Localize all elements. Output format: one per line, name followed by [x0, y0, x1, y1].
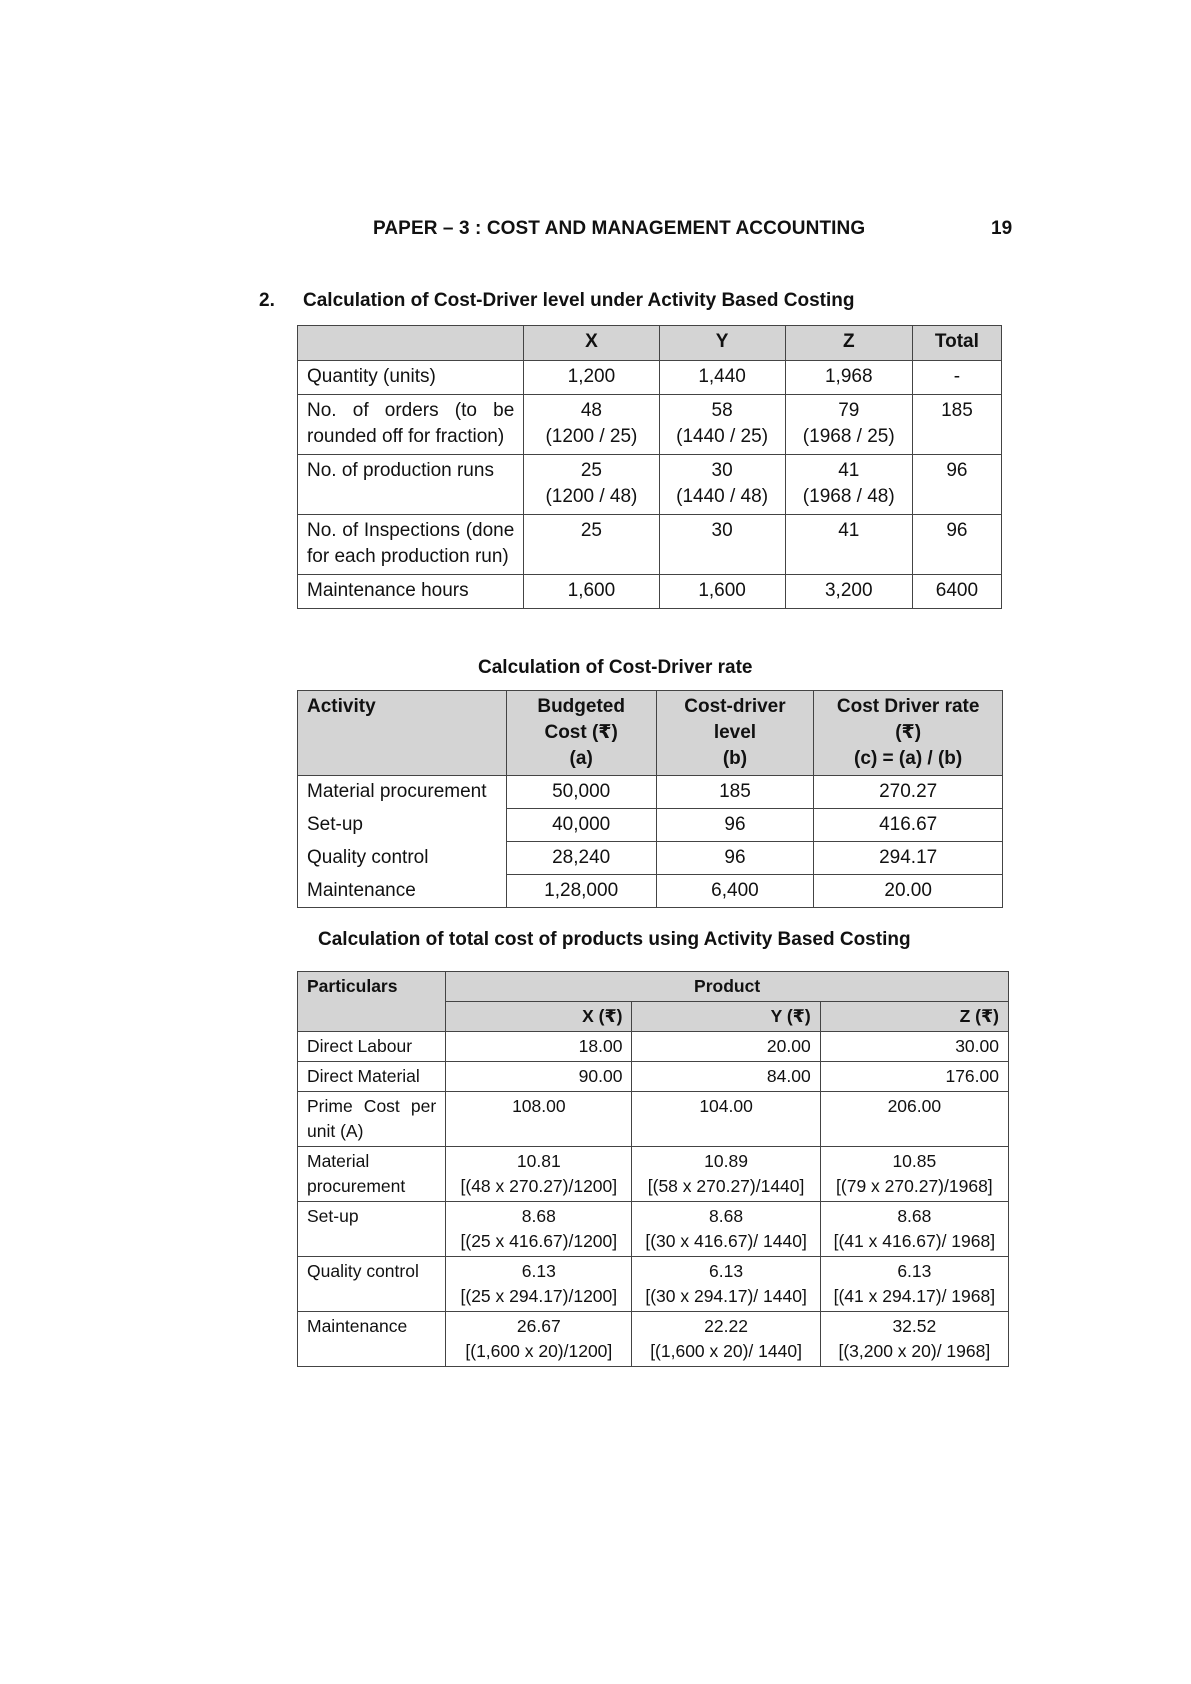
formula: (1440 / 48): [676, 486, 769, 507]
value: 8.68: [897, 1206, 932, 1226]
header-cell: Total: [912, 326, 1001, 361]
total-cost-table: [297, 971, 1009, 1367]
cell-z: 1,968: [785, 361, 912, 395]
value: 10.81: [516, 1151, 561, 1171]
header-cost-driver-rate: [814, 691, 1003, 776]
table-row: [298, 515, 1002, 575]
cost-driver-rate-title: Calculation of Cost-Driver rate: [478, 657, 753, 678]
header-line: Cost (₹): [544, 722, 618, 743]
value: 6.13: [521, 1261, 556, 1281]
header-line: (a): [569, 748, 593, 769]
table-row: [298, 1032, 1009, 1062]
rate-cell: 416.67: [814, 809, 1003, 842]
page-number: 19: [991, 218, 1013, 239]
formula: [(3,200 x 20)/ 1968]: [838, 1341, 991, 1361]
cell-y: [632, 1312, 820, 1367]
activity-cell: Quality control: [298, 842, 507, 875]
value: 25: [580, 460, 602, 481]
cell-z: [820, 1147, 1008, 1202]
value: 6.13: [897, 1261, 932, 1281]
formula: (1968 / 25): [802, 426, 895, 447]
table-row: [298, 809, 1003, 842]
header-product: Product: [446, 972, 1009, 1002]
cell-z: [785, 395, 912, 455]
rate-cell: 294.17: [814, 842, 1003, 875]
cell-z: 206.00: [820, 1092, 1008, 1147]
table-row: [298, 455, 1002, 515]
activity-cell: Maintenance: [298, 875, 507, 908]
value: 26.67: [516, 1316, 561, 1336]
cell-x: [446, 1257, 632, 1312]
formula: (1440 / 25): [676, 426, 769, 447]
header-line: Cost Driver rate: [836, 696, 980, 717]
header-line: Cost-driver: [684, 696, 786, 717]
value: 10.89: [704, 1151, 748, 1171]
cell-y: 1,600: [659, 575, 785, 609]
formula: [(41 x 294.17)/ 1968]: [833, 1286, 996, 1306]
table-row: [298, 1147, 1009, 1202]
table-row: [298, 875, 1003, 908]
formula: (1200 / 48): [545, 486, 638, 507]
header-cell: Y: [659, 326, 785, 361]
row-label: Quantity (units): [298, 361, 524, 395]
value: 8.68: [521, 1206, 556, 1226]
cell-z: 176.00: [820, 1062, 1008, 1092]
header-line: Budgeted: [537, 696, 625, 717]
cell-y: 20.00: [632, 1032, 820, 1062]
row-label: No. of production runs: [298, 455, 524, 515]
level-cell: 96: [656, 809, 814, 842]
value: 8.68: [709, 1206, 744, 1226]
cell-y: [659, 395, 785, 455]
header-line: (₹): [895, 722, 922, 743]
cell-z: [785, 455, 912, 515]
value: 79: [838, 400, 860, 421]
question-title: Calculation of Cost-Driver level under Activity Based Costing: [303, 290, 855, 311]
page-header-title: PAPER – 3 : COST AND MANAGEMENT ACCOUNTING: [373, 218, 866, 239]
cell-y: 104.00: [632, 1092, 820, 1147]
total-cost-title: Calculation of total cost of products using Activity Based Costing: [318, 929, 911, 950]
question-number: 2.: [259, 290, 275, 311]
table-header-row: [298, 972, 1009, 1002]
table-row: [298, 1092, 1009, 1147]
cell-x: 90.00: [446, 1062, 632, 1092]
cell-x: 18.00: [446, 1032, 632, 1062]
cell-z: 3,200: [785, 575, 912, 609]
row-label: Quality control: [298, 1257, 446, 1312]
cell-total: 185: [912, 395, 1001, 455]
cell-total: -: [912, 361, 1001, 395]
value: 41: [838, 460, 860, 481]
header-x: X (₹): [446, 1002, 632, 1032]
cell-x: 1,200: [524, 361, 659, 395]
cost-driver-rate-table: [297, 690, 1003, 908]
formula: [(41 x 416.67)/ 1968]: [833, 1231, 996, 1251]
cell-y: [632, 1147, 820, 1202]
formula: [(25 x 294.17)/1200]: [460, 1286, 618, 1306]
cell-y: [632, 1202, 820, 1257]
row-label: No. of orders (to be rounded off for fraction): [298, 395, 524, 455]
cost-cell: 50,000: [506, 776, 656, 809]
header-line: level: [713, 722, 757, 743]
cell-y: 84.00: [632, 1062, 820, 1092]
header-z: Z (₹): [820, 1002, 1008, 1032]
cost-cell: 1,28,000: [506, 875, 656, 908]
formula: [(25 x 416.67)/1200]: [460, 1231, 618, 1251]
formula: [(1,600 x 20)/ 1440]: [650, 1341, 802, 1361]
table-row: [298, 1312, 1009, 1367]
cost-driver-level-table: [297, 325, 1002, 609]
cell-z: [820, 1202, 1008, 1257]
level-cell: 96: [656, 842, 814, 875]
value: 32.52: [892, 1316, 937, 1336]
formula: [(30 x 294.17)/ 1440]: [645, 1286, 807, 1306]
cell-x: 108.00: [446, 1092, 632, 1147]
cell-total: 6400: [912, 575, 1001, 609]
cell-x: 1,600: [524, 575, 659, 609]
cell-x: [524, 395, 659, 455]
row-label: Direct Labour: [298, 1032, 446, 1062]
header-line: (c) = (a) / (b): [854, 748, 963, 769]
cell-y: 1,440: [659, 361, 785, 395]
cell-y: [659, 455, 785, 515]
cell-z: [820, 1257, 1008, 1312]
table-row: [298, 776, 1003, 809]
value: 58: [711, 400, 733, 421]
table-row: [298, 575, 1002, 609]
activity-cell: Material procurement: [298, 776, 507, 809]
cell-x: [446, 1147, 632, 1202]
table-row: [298, 361, 1002, 395]
table-row: [298, 1062, 1009, 1092]
cell-z: [820, 1312, 1008, 1367]
formula: (1200 / 25): [545, 426, 638, 447]
row-label: Material procurement: [298, 1147, 446, 1202]
header-cell: Z: [785, 326, 912, 361]
table-header-row: [298, 326, 1002, 361]
row-label: Maintenance hours: [298, 575, 524, 609]
table-row: [298, 842, 1003, 875]
row-label: Prime Cost per unit (A): [298, 1092, 446, 1147]
formula: [(79 x 270.27)/1968]: [836, 1176, 993, 1196]
rate-cell: 270.27: [814, 776, 1003, 809]
value: 10.85: [892, 1151, 937, 1171]
value: 6.13: [709, 1261, 744, 1281]
rate-cell: 20.00: [814, 875, 1003, 908]
formula: [(48 x 270.27)/1200]: [460, 1176, 618, 1196]
cost-cell: 40,000: [506, 809, 656, 842]
cell-y: [632, 1257, 820, 1312]
table-row: [298, 1257, 1009, 1312]
cell-total: 96: [912, 515, 1001, 575]
header-cost-driver-level: [656, 691, 814, 776]
header-cell: X: [524, 326, 659, 361]
table-row: [298, 1202, 1009, 1257]
cell-x: 25: [524, 515, 659, 575]
value: 30: [711, 460, 733, 481]
value: 22.22: [704, 1316, 748, 1336]
cell-total: 96: [912, 455, 1001, 515]
formula: [(1,600 x 20)/1200]: [465, 1341, 613, 1361]
header-activity: Activity: [298, 691, 507, 776]
value: 48: [580, 400, 602, 421]
row-label: Set-up: [298, 1202, 446, 1257]
row-label: Maintenance: [298, 1312, 446, 1367]
table-header-row: [298, 691, 1003, 776]
header-line: (b): [722, 748, 748, 769]
table-row: [298, 395, 1002, 455]
row-label: No. of Inspections (done for each production run): [298, 515, 524, 575]
formula: [(30 x 416.67)/ 1440]: [645, 1231, 807, 1251]
cost-cell: 28,240: [506, 842, 656, 875]
cell-x: [446, 1202, 632, 1257]
level-cell: 185: [656, 776, 814, 809]
row-label: Direct Material: [298, 1062, 446, 1092]
formula: (1968 / 48): [802, 486, 895, 507]
cell-z: 30.00: [820, 1032, 1008, 1062]
cell-z: 41: [785, 515, 912, 575]
header-y: Y (₹): [632, 1002, 820, 1032]
cell-x: [524, 455, 659, 515]
header-particulars: Particulars: [298, 972, 446, 1032]
activity-cell: Set-up: [298, 809, 507, 842]
level-cell: 6,400: [656, 875, 814, 908]
formula: [(58 x 270.27)/1440]: [647, 1176, 805, 1196]
cell-y: 30: [659, 515, 785, 575]
header-cell: [298, 326, 524, 361]
cell-x: [446, 1312, 632, 1367]
header-budgeted-cost: [506, 691, 656, 776]
